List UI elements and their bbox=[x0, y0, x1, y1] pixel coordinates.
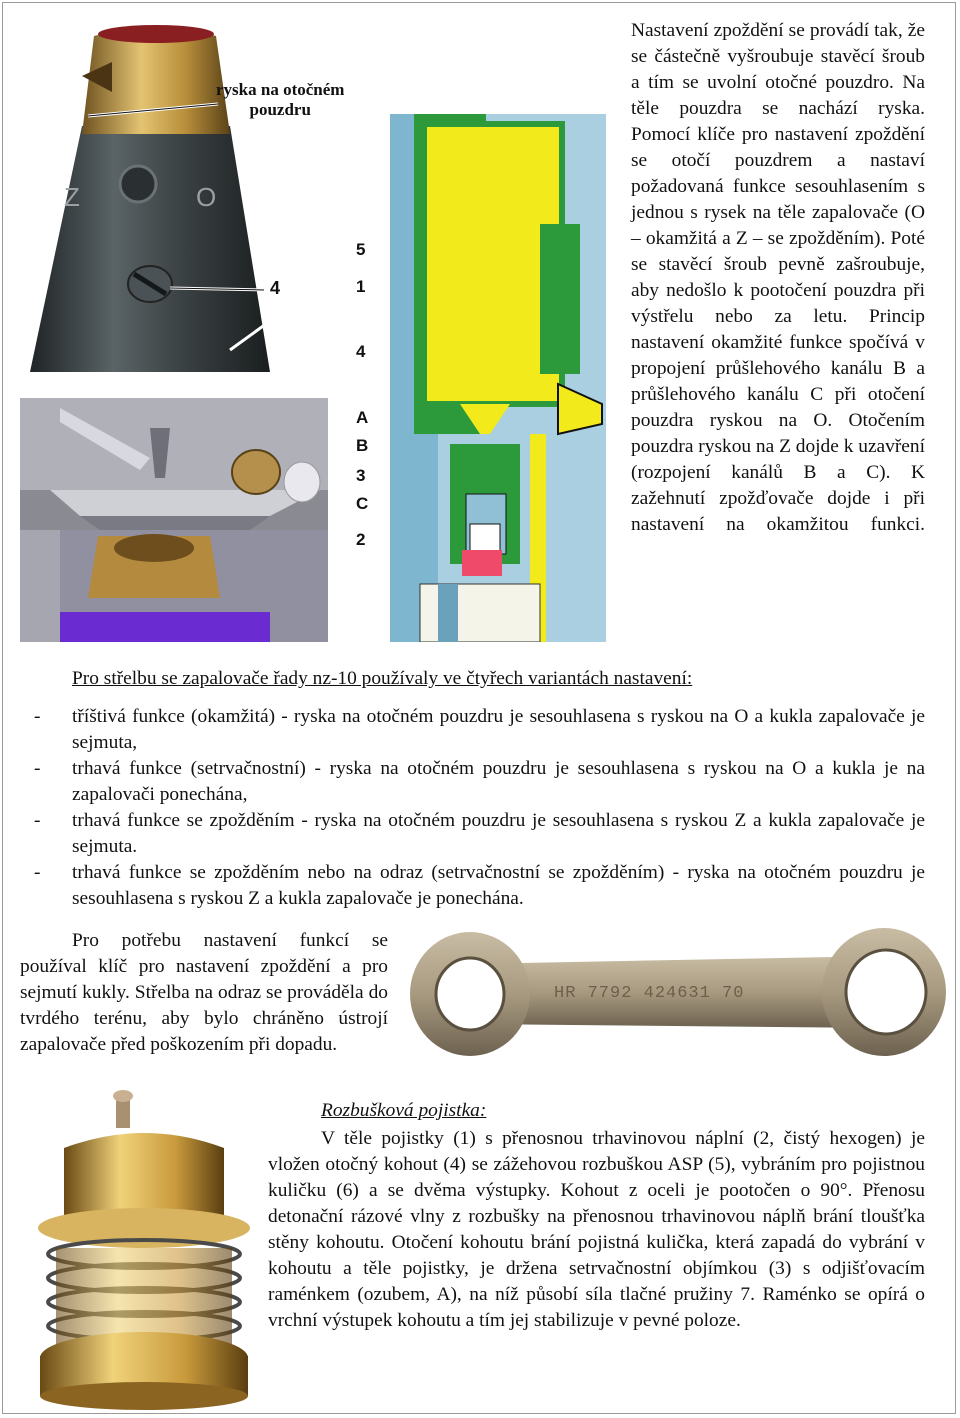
marker-1: 1 bbox=[356, 277, 366, 296]
marker-c: C bbox=[356, 494, 369, 513]
delay-setting-paragraph: Nastavení zpoždění se provádí tak, že se částečně vyšroubuje stavěcí šroub a tím se uvolní otočné pouzdro. Na těle pouzdra se nachází ryska. Pomocí klíče pro nastavení zpoždění se otočí pouzdrem a nastaví požadovaná funkce sesouhlasením s jednou s rysek na těle zapalovače (O – okamžitá a Z – se zpožděním). Poté se stavěcí šroub pevně zašroubuje, aby nedošlo k pootočení pouzdra při výstřelu nebo za letu. Princip nastavení okamžité funkce spočívá v propojení průšlehového kanálu B a průšlehového kanálu C při otočení pouzdra ryskou na O. Otočením pouzdra ryskou na Z dojde k uzavření (rozpojení kanálů B a C). K zažehnutí zpožďovače dojde i při nastavení na okamžitou funkci. bbox=[631, 20, 925, 535]
marker-a: A bbox=[356, 408, 369, 427]
cad-section-render bbox=[20, 398, 328, 642]
setting-wrench-photo bbox=[408, 928, 946, 1060]
list-item: - trhavá funkce se zpožděním nebo na odraz (setrvačnostní se zpožděním) - ryska na otočném pouzdru je sesouhlasena s ryskou Z a kukla zapalovače je ponechána. bbox=[34, 862, 925, 909]
wrench-engraving: HR 7792 424631 70 bbox=[554, 984, 745, 1003]
marker-2: 2 bbox=[356, 530, 366, 549]
marker-b: B bbox=[356, 436, 369, 455]
marker-3: 3 bbox=[356, 466, 366, 485]
marker-4: 4 bbox=[356, 342, 366, 361]
list-item: - trhavá funkce (setrvačnostní) - ryska na otočném pouzdru je sesouhlasena s ryskou na O a kukla je na zapalovači ponechána, bbox=[34, 758, 925, 805]
safety-section-title: Rozbušková pojistka: bbox=[321, 1100, 487, 1121]
variants-list bbox=[34, 704, 925, 912]
engraving-z: Z bbox=[64, 182, 80, 212]
list-item: - trhavá funkce se zpožděním - ryska na otočném pouzdru je sesouhlasena s ryskou Z a kukla zapalovače je sejmuta. bbox=[34, 810, 925, 857]
setting-ring-callout: ryska na otočném pouzdru bbox=[216, 80, 345, 119]
list-item: - tříštivá funkce (okamžitá) - ryska na otočném pouzdru je sesouhlasena s ryskou na O a kukla zapalovače je sejmuta, bbox=[34, 706, 925, 753]
engraving-o: O bbox=[196, 182, 217, 212]
tool-paragraph: Pro potřebu nastavení funkcí se používal klíč pro nastavení zpoždění a pro sejmutí kukly. Střelba na odraz se prováděla do tvrdého terénu, aby bylo chráněno ústrojí zapalovače před poškozením při dopadu. bbox=[20, 930, 388, 1055]
screw-callout-number: 4 bbox=[270, 278, 281, 298]
variants-heading: Pro střelbu se zapalovače řady nz-10 používaly ve čtyřech variantách nastavení: bbox=[72, 668, 693, 689]
detonator-safety-photo bbox=[24, 1088, 264, 1412]
safety-paragraph: V těle pojistky (1) s přenosnou trhavinovou náplní (2, čistý hexogen) je vložen otočný kohout (4) se zážehovou rozbuškou ASP (5), vybráním pro pojistnou kuličku (6) a se dvěma výstupky. Kohout z oceli je pootočen o 90°. Přenosu detonační rázové vlny z rozbušky na přenosnou trhavinovou náplň brání tloušťka stěny kohoutu. Otočení kohoutu brání pojistná kulička, která zapadá do vybrání v kohoutu a těle pojistky, je držena setrvačnostní objímkou (3) s odjišťovacím raménkem (ozubem, A), na níž působí síla tlačné pružiny 7. Raménko se opírá o vrchní výstupek kohoutu a tím jej stabilizuje v pevné poloze. bbox=[268, 1128, 925, 1331]
marker-5: 5 bbox=[356, 240, 366, 259]
fuse-cross-section bbox=[390, 114, 606, 642]
